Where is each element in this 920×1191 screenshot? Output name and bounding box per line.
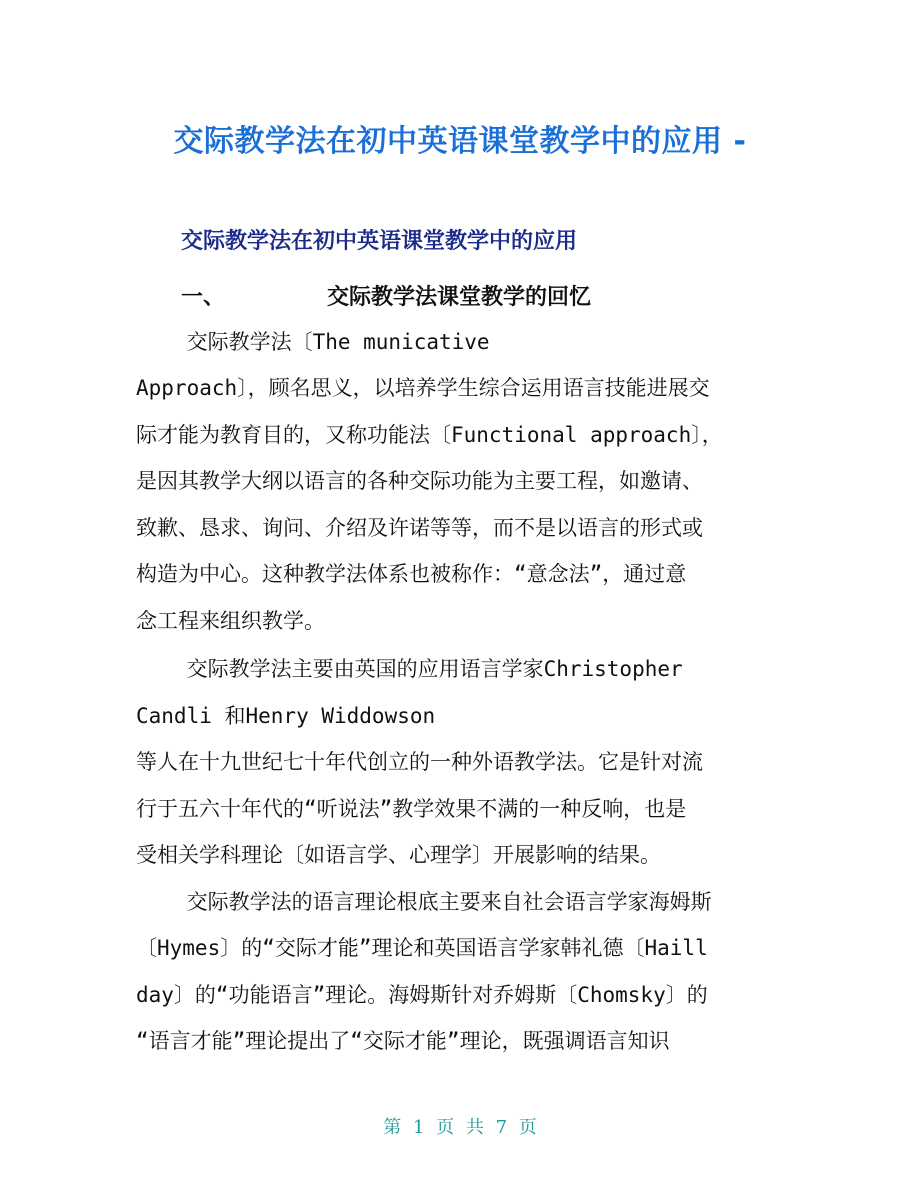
body-line: 构造为中心。这种教学法体系也被称作：“意念法”，通过意 xyxy=(136,562,687,586)
body-line: 是因其教学大纲以语言的各种交际功能为主要工程，如邀请、 xyxy=(136,469,703,493)
body-line: “语言才能”理论提出了“交际才能”理论，既强调语言知识 xyxy=(136,1029,670,1053)
body-line: Candli 和Henry Widdowson xyxy=(136,704,436,728)
body-line: 受相关学科理论〔如语言学、心理学〕开展影响的结果。 xyxy=(136,843,661,867)
page-footer: 第 1 页 共 7 页 xyxy=(383,1117,537,1138)
document-title: 交际教学法在初中英语课堂教学中的应用 - xyxy=(173,124,747,159)
body-line: 交际教学法〔The municative xyxy=(136,330,490,354)
body-line: Approach〕，顾名思义，以培养学生综合运用语言技能进展交 xyxy=(136,376,710,400)
body-line: 致歉、恳求、询问、介绍及许诺等等，而不是以语言的形式或 xyxy=(136,516,703,540)
document-subtitle: 交际教学法在初中英语课堂教学中的应用 xyxy=(181,229,578,254)
body-line: 际才能为教育目的，又称功能法〔Functional approach〕， xyxy=(136,423,723,447)
body-line: 念工程来组织教学。 xyxy=(136,609,325,633)
body-line: 行于五六十年代的“听说法”教学效果不满的一种反响，也是 xyxy=(136,797,687,821)
body-line: 交际教学法主要由英国的应用语言学家Christopher xyxy=(136,657,683,681)
body-line: 等人在十九世纪七十年代创立的一种外语教学法。它是针对流 xyxy=(136,750,703,774)
body-line: 〔Hymes〕的“交际才能”理论和英国语言学家韩礼德〔Haill xyxy=(136,936,708,960)
body-line: 交际教学法的语言理论根底主要来自社会语言学家海姆斯 xyxy=(136,890,712,914)
section-heading-text: 交际教学法课堂教学的回忆 xyxy=(327,285,592,310)
body-line: day〕的“功能语言”理论。海姆斯针对乔姆斯〔Chomsky〕的 xyxy=(136,983,708,1007)
section-number: 一、 xyxy=(181,285,226,310)
